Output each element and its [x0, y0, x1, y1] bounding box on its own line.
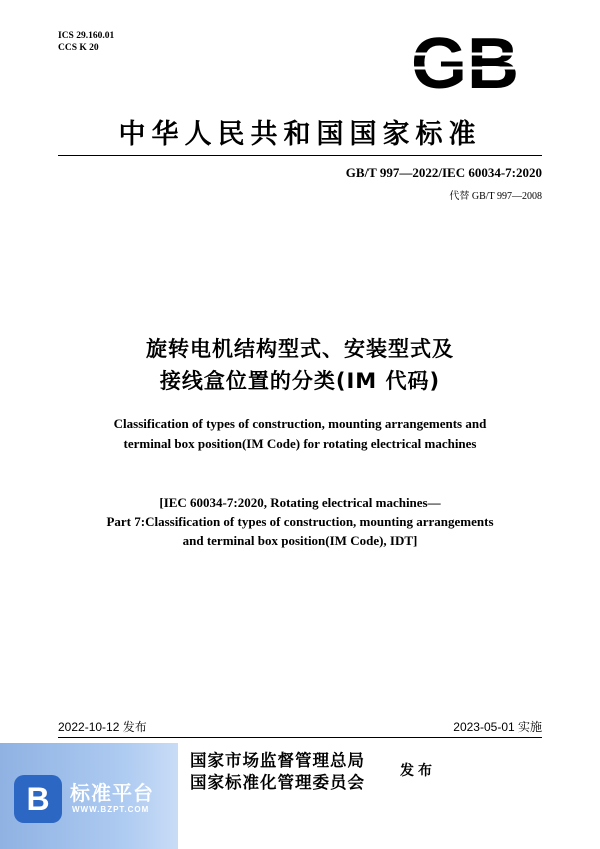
equivalence-line1: [IEC 60034-7:2020, Rotating electrical machines—	[159, 495, 441, 510]
implement-date: 2023-05-01 实施	[453, 720, 542, 734]
ics-code: ICS 29.160.01	[58, 31, 115, 41]
issuer-samr: 国家市场监督管理总局	[190, 751, 365, 770]
organization-title: 中华人民共和国国家标准	[118, 119, 482, 150]
watermark-logo-icon: B	[14, 775, 62, 823]
gb-logo-text: GB	[411, 30, 519, 92]
watermark-text: 标准平台	[70, 781, 154, 805]
replaces-standard: 代替 GB/T 997—2008	[449, 191, 542, 202]
gb-logo	[405, 30, 525, 92]
equivalence-line2: Part 7:Classification of types of construction, mounting arrangements	[106, 514, 494, 529]
publish-label: 发布	[400, 763, 436, 779]
standard-number: GB/T 997—2022/IEC 60034-7:2020	[345, 165, 542, 180]
title-en-line1: Classification of types of construction, mounting arrangements and	[113, 416, 487, 431]
classification-codes	[58, 30, 114, 54]
issuing-authorities	[190, 750, 365, 794]
equivalence-line3: and terminal box position(IM Code), IDT]	[182, 533, 418, 548]
issuer-sac: 国家标准化管理委员会	[190, 773, 365, 792]
ccs-code: CCS K 20	[58, 43, 99, 53]
watermark-banner	[0, 743, 178, 849]
title-en-line2: terminal box position(IM Code) for rotating electrical machines	[123, 436, 477, 451]
issue-date: 2022-10-12 发布	[58, 720, 147, 734]
title-cn-line1: 旋转电机结构型式、安装型式及	[146, 337, 454, 361]
title-cn-line2: 接线盒位置的分类(IM 代码)	[159, 369, 441, 393]
footer-rule	[58, 737, 542, 738]
header-rule	[58, 155, 542, 156]
watermark-url: WWW.BZPT.COM	[72, 805, 150, 814]
